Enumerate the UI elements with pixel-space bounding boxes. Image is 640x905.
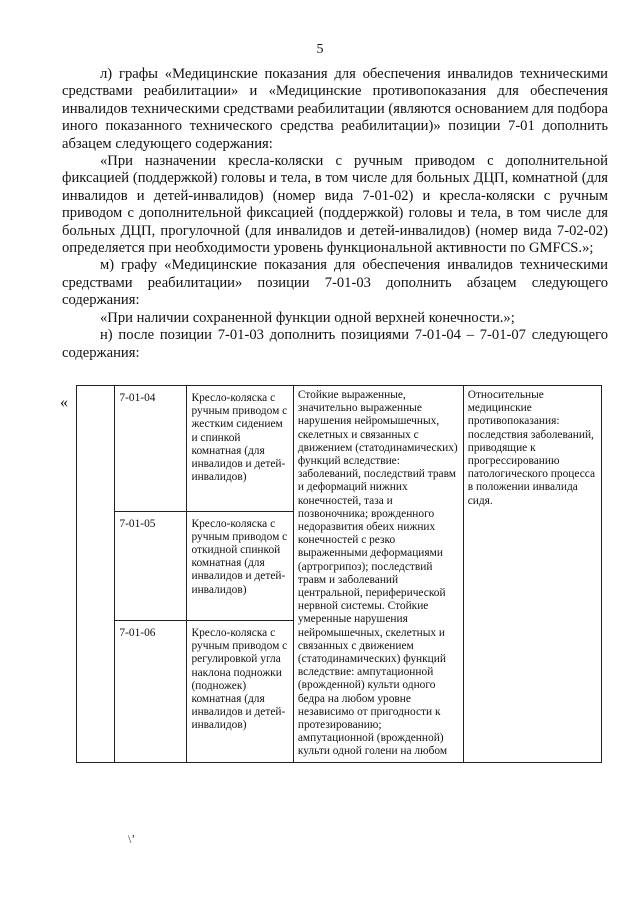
position-code: 7-01-05 <box>115 511 187 620</box>
positions-table <box>76 385 602 763</box>
paragraph-m-quote: «При наличии сохраненной функции одной верхней конечности.»; <box>100 309 515 326</box>
document-body <box>62 66 608 362</box>
empty-column-cell <box>77 386 115 763</box>
handwritten-mark: \ʼ <box>128 832 136 846</box>
position-code: 7-01-04 <box>115 386 187 512</box>
medical-contraindications-cell: Относительные медицинские противопоказания: последствия заболеваний, приводящие к прогрессированию патологического процесса в положении инвалида сидя. <box>463 386 601 763</box>
medical-indications-cell: Стойкие выраженные, значительно выраженные нарушения нейромышечных, скелетных и связанных с движением (статодинамических) функций вследствие: заболеваний, последствий травм и деформаций нижних конечностей, таза и позвоночника; врожденного недоразвития обеих нижних конечностей с резко выраженными деформациями (артрогрипоз); последствий травм и заболеваний центральной, периферической нервной системы. Стойкие умеренные нарушения нейромышечных, скелетных и связанных с движением (статодинамических) функций вследствие: ампутационной (врожденной) культи одного бедра на любом уровне независимо от пригодности к протезированию; ампутационной (врожденной) культи одной голени на любом <box>293 386 463 763</box>
position-name: Кресло-коляска с ручным приводом с откидной спинкой комнатная (для инвалидов и детей-инвалидов) <box>187 511 293 620</box>
paragraph-n: н) после позиции 7-01-03 дополнить позициями 7-01-04 – 7-01-07 следующего содержания: <box>62 327 608 361</box>
position-name: Кресло-коляска с ручным приводом с жестким сидением и спинкой комнатная (для инвалидов и детей-инвалидов) <box>187 386 293 512</box>
paragraph-l-quote: «При назначении кресла-коляски с ручным приводом с дополнительной фиксацией (поддержкой) головы и тела, в том числе для больных ДЦП, комнатной (для инвалидов и детей-инвалидов) (номер вида 7-01-02) и кресла-коляски с ручным приводом с дополнительной фиксацией (поддержкой) головы и тела, в том числе для больных ДЦП, прогулочной (для инвалидов и детей-инвалидов) (номер вида 7-02-02) определяется при необходимости уровень функциональной активности по GMFCS.»; <box>62 153 608 257</box>
position-name: Кресло-коляска с ручным приводом с регулировкой угла наклона подножки (подножек) комнатная (для инвалидов и детей-инвалидов) <box>187 620 293 762</box>
page-number: 5 <box>316 42 324 57</box>
paragraph-m: м) графу «Медицинские показания для обеспечения инвалидов техническими средствами реабилитации» позиции 7-01-03 дополнить абзацем следующего содержания: <box>62 257 608 309</box>
paragraph-l: л) графы «Медицинские показания для обеспечения инвалидов техническими средствами реабилитации» и «Медицинские противопоказания для обеспечения инвалидов техническими средствами реабилитации (являются основанием для подбора иного показанного технического средства реабилитации)» позиции 7-01 дополнить абзацем следующего содержания: <box>62 66 608 152</box>
opening-quote-mark: « <box>60 394 68 411</box>
position-code: 7-01-06 <box>115 620 187 762</box>
table-row <box>77 386 602 512</box>
